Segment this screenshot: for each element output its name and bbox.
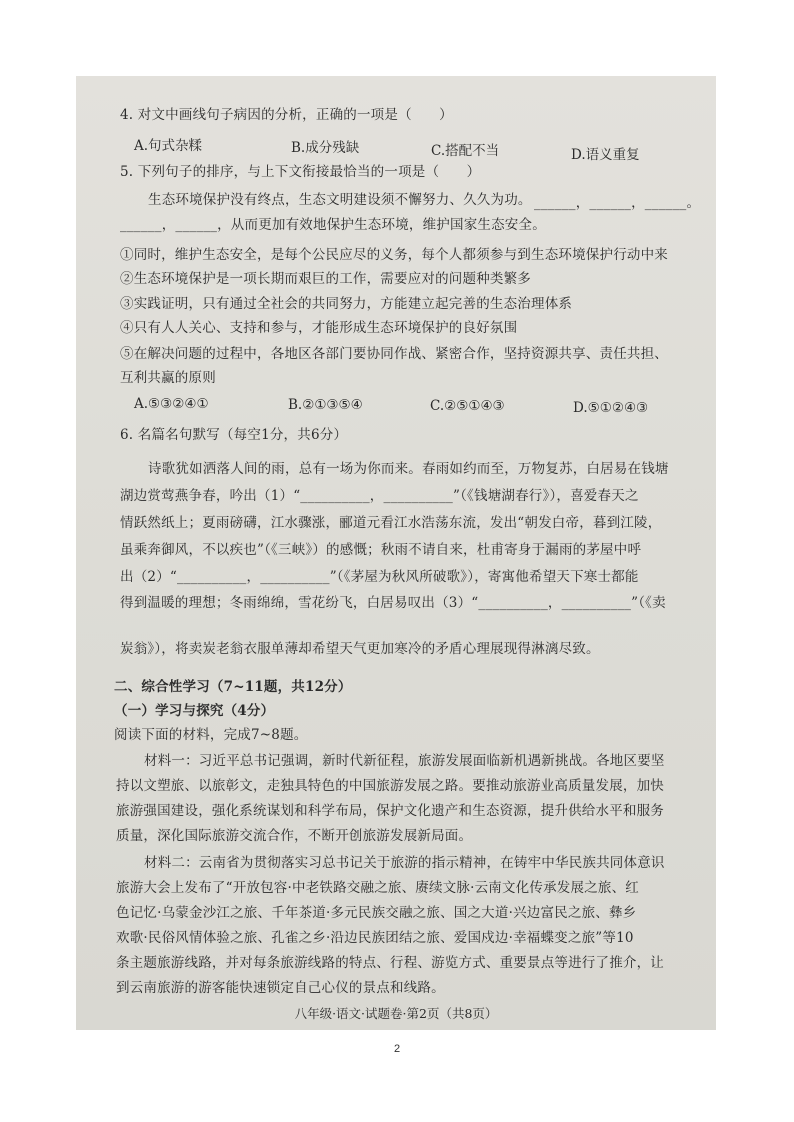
page-footer: 八年级·语文·试题卷·第2页（共8页） [294,1006,498,1021]
q6-stem: 6. 名篇名句默写（每空1分，共6分） [120,427,348,443]
section2-subtitle: （一）学习与探究（4分） [114,703,275,719]
material1-line-4: 质量，深化国际旅游交流合作，不断开创旅游发展新局面。 [116,828,473,844]
material2-line-5: 条主题旅游线路，并对每条旅游线路的特点、行程、游览方式、重要景点等进行了推介，让 [116,955,664,971]
q4-option-c: C.搭配不当 [431,143,500,159]
q6-line-1: 诗歌犹如洒落人间的雨，总有一场为你而来。春雨如约而至，万物复苏，白居易在钱塘 [148,461,669,477]
material2-line-1: 材料二：云南省为贯彻落实习总书记关于旅游的指示精神，在铸牢中华民族共同体意识 [144,855,665,871]
q6-line-7: 炭翁》），将卖炭老翁衣服单薄却希望天气更加寒冷的矛盾心理展现得淋漓尽致。 [120,641,600,657]
q5-stem: 5. 下列句子的排序，与上下文衔接最恰当的一项是（ ） [120,164,481,180]
q5-option-c: C.②⑤①④③ [430,398,505,414]
q5-passage-line2: ______，______，从而更加有效地保护生态环境，维护国家生态安全。 [120,217,546,233]
q5-passage-blanks: ______，______，______。 [534,195,701,211]
q6-line-5: 出（2）“__________，__________”（《茅屋为秋风所破歌》），寄寓他希望天下寒士都能 [120,569,639,585]
q5-item-3: ③实践证明，只有通过全社会的共同努力，方能建立起完善的生态治理体系 [120,296,573,312]
q4-option-a: A.句式杂糅 [134,138,203,154]
page-number: 2 [393,1043,401,1055]
material2-line-2: 旅游大会上发布了“开放包容·中老铁路交融之旅、赓续文脉·云南文化传承发展之旅、红 [116,880,639,896]
q6-line-3: 情跃然纸上；夏雨磅礴，江水骤涨，郦道元看江水浩荡东流，发出“朝发白帝，暮到江陵， [120,515,662,531]
q5-item-4: ④只有人人关心、支持和参与，才能形成生态环境保护的良好氛围 [120,320,518,336]
q5-item-5: ⑤在解决问题的过程中，各地区各部门要协同作战、紧密合作，坚持资源共享、责任共担、 [120,346,668,362]
material2-line-3: 色记忆·乌蒙金沙江之旅、千年茶道·多元民族交融之旅、国之大道·兴边富民之旅、彝乡 [116,905,637,921]
q5-option-d: D.⑤①②④③ [573,400,649,416]
section2-title: 二、综合性学习（7~11题，共12分） [114,679,352,695]
q5-item-2: ②生态环境保护是一项长期而艰巨的工作，需要应对的问题种类繁多 [120,271,531,287]
q6-line-4: 虽乘奔御风，不以疾也”（《三峡》）的感慨；秋雨不请自来，杜甫寄身于漏雨的茅屋中呼 [120,542,642,558]
q6-line-2: 湖边赏莺燕争春，吟出（1）“__________，__________”（《钱塘湖春行》），喜爱春天之 [120,488,639,504]
q6-line-6: 得到温暖的理想；冬雨绵绵，雪花纷飞，白居易叹出（3）“__________，__________”（《卖 [120,595,666,611]
section2-instruction: 阅读下面的材料，完成7~8题。 [114,727,308,743]
material1-line-3: 旅游强国建设，强化系统谋划和科学布局，保护文化遗产和生态资源，提升供给水平和服务 [116,803,664,819]
q4-option-b: B.成分残缺 [291,140,360,156]
material1-line-1: 材料一：习近平总书记强调，新时代新征程，旅游发展面临新机遇新挑战。各地区要坚 [144,753,665,769]
q5-passage-line1: 生态环境保护没有终点，生态文明建设须不懈努力、久久为功。 [148,192,532,208]
material2-line-4: 欢歌·民俗风情体验之旅、孔雀之乡·沿边民族团结之旅、爱国戍边·幸福蝶变之旅”等10 [116,930,634,946]
q4-option-d: D.语义重复 [571,147,640,163]
exam-page-photo [76,76,716,1030]
q4-stem: 4. 对文中画线句子病因的分析，正确的一项是（ ） [120,107,453,123]
q5-item-5-cont: 互利共赢的原则 [120,370,216,386]
q5-option-a: A.⑤③②④① [134,396,209,412]
q5-option-b: B.②①③⑤④ [288,397,363,413]
q5-item-1: ①同时，维护生态安全，是每个公民应尽的义务，每个人都须参与到生态环境保护行动中来 [120,247,668,263]
material1-line-2: 持以文塑旅、以旅彰文，走独具特色的中国旅游发展之路。要推动旅游业高质量发展，加快 [116,778,664,794]
material2-line-6: 到云南旅游的游客能快速锁定自己心仪的景点和线路。 [116,980,445,996]
